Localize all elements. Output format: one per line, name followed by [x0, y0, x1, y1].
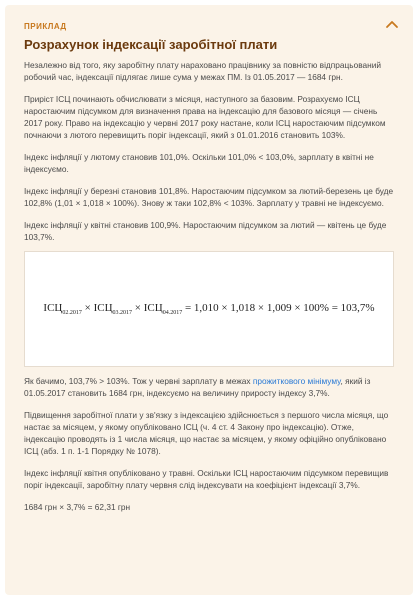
paragraph-6 [24, 375, 396, 399]
subsistence-minimum-link[interactable]: прожиткового мінімуму [252, 376, 341, 386]
formula-subscript: 04.2017 [162, 310, 183, 317]
paragraph-8: Індекс інфляції квітня опубліковано у травні. Оскільки ІСЦ наростаючим підсумком перевищив поріг індексації, заробітну плату червня слід індексувати на коефіцієнт індексації 3,7%. [24, 468, 389, 490]
paragraph-6-start: Як бачимо, 103,7% > 103%. Тож у червні зарплату в межах [24, 376, 253, 386]
formula-term: ІСЦ [43, 301, 63, 314]
example-title: Розрахунок індексації заробітної плати [24, 37, 278, 52]
formula [43, 302, 374, 316]
paragraph-4: Індекс інфляції у березні становив 101,8%. Наростаючим підсумком за лютий-березень це буде 102,8% (1,01 × 1,018 × 100%). Знову ж таки 102,8% < 103%. Зарплату у травні не індексуємо. [24, 186, 394, 208]
paragraph-6-end: , який із 01.05.2017 становить 1684 грн, індексуємо на величину приросту індексу 3,7%. [24, 376, 371, 398]
formula-subscript: 02.2017 [62, 310, 82, 317]
paragraph-3: Індекс інфляції у лютому становив 101,0%. Оскільки 101,0% < 103,0%, зарплату в квітні не індексуємо. [24, 152, 374, 174]
chevron-up-icon[interactable] [385, 19, 399, 31]
paragraph-7: Підвищення заробітної плати у зв'язку з індексацією здійснюється з першого числа місяця, що настає за місяцем, у якому опубліковано ІСЦ (ч. 4 ст. 4 Закону про індексацію). Отже, індексацію проводять із 1 числа місяця, що настає за місяцем, у якому офіційно опубліковано ІСЦ (абз. 1 п. 1-1 Порядку № 1078). [24, 410, 389, 456]
example-tag: ПРИКЛАД [24, 22, 67, 31]
formula-term: ІСЦ [143, 301, 163, 314]
paragraph-5: Індекс інфляції у квітні становив 100,9%. Наростаючим підсумком за лютий — квітень це буде 103,7%. [24, 220, 387, 242]
paragraph-1: Незалежно від того, яку заробітну плату нараховано працівнику за повністю відпрацьований робочий час, індексації підлягає лише сума у межах ПМ. Із 01.05.2017 — 1684 грн. [24, 60, 381, 82]
formula-term: ІСЦ [93, 301, 113, 314]
paragraph-9: 1684 грн × 3,7% = 62,31 грн [24, 502, 131, 512]
example-card [5, 5, 413, 595]
formula-times: × [132, 301, 144, 314]
formula-subscript: 03.2017 [112, 310, 133, 317]
formula-result: = 1,010 × 1,018 × 1,009 × 100% = 103,7% [182, 301, 375, 314]
example-body [24, 59, 396, 523]
paragraph-2: Приріст ІСЦ починають обчислювати з місяця, наступного за базовим. Розрахуємо ІСЦ наростаючим підсумком для визначення права на індексацію для базового місяця — січень 2017 року. Право на індексацію у червні 2017 року настане, коли ІСЦ наростаючим підсумком почнаючи з лютого перевищить поріг індексації, який з 01.01.2016 становить 103%. [24, 94, 386, 140]
formula-times: × [81, 301, 94, 314]
formula-box [24, 251, 394, 367]
